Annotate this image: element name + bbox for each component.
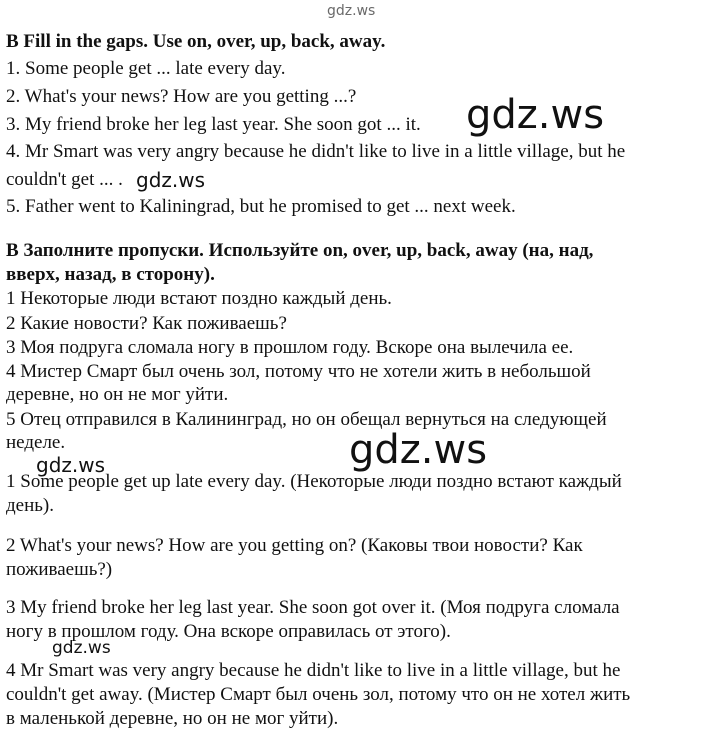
task-item-5: 5. Father went to Kaliningrad, but he promised to get ... next week. [6,196,516,217]
ru-item-1: 1 Некоторые люди встают поздно каждый день. [6,288,392,309]
watermark-large-2: gdz.ws [349,427,488,473]
ru-item-4: 4 Мистер Смарт был очень зол, потому что не хотели жить в небольшой [6,361,591,382]
task-item-4: 4. Mr Smart was very angry because he didn't like to live in a little village, but he [6,141,626,162]
task-item-3: 3. My friend broke her leg last year. She soon got ... it. [6,114,421,135]
watermark-medium-2: gdz.ws [36,453,106,477]
answer-1-line-2: день). [6,495,55,516]
task-item-1: 1. Some people get ... late every day. [6,58,286,79]
ru-item-3: 3 Моя подруга сломала ногу в прошлом году. Вскоре она вылечила ее. [6,337,574,358]
task-item-4-cont: couldn't get ... . [6,169,123,190]
task-heading-ru-2: вверх, назад, в сторону). [6,264,215,285]
answer-2-line-1: 2 What's your news? How are you getting on? (Каковы твои новости? Как [6,535,583,556]
answer-2-line-2: поживаешь?) [6,559,113,580]
answer-4-line-2: couldn't get away. (Мистер Смарт был очень зол, потому что он не хотел жить [6,684,631,705]
task-item-2: 2. What's your news? How are you getting ...? [6,86,357,107]
answer-3-line-2: ногу в прошлом году. Она вскоре оправилась от этого). [6,621,451,642]
answer-1-line-1: 1 Some people get up late every day. (Некоторые люди поздно встают каждый [6,471,622,492]
answer-4-line-1: 4 Mr Smart was very angry because he didn't like to live in a little village, but he [6,660,621,681]
watermark-top: gdz.ws [327,3,376,19]
ru-item-2: 2 Какие новости? Как поживаешь? [6,313,287,334]
task-heading-en: B Fill in the gaps. Use on, over, up, back, away. [6,31,386,52]
watermark-large-1: gdz.ws [466,92,605,138]
watermark-small-1: gdz.ws [52,638,111,658]
answer-4-line-3: в маленькой деревне, но он не мог уйти). [6,708,339,729]
ru-item-5: 5 Отец отправился в Калининград, но он обещал вернуться на следующей [6,409,607,430]
ru-item-5-cont: неделе. [6,432,66,453]
task-heading-ru-1: B Заполните пропуски. Используйте on, over, up, back, away (на, над, [6,240,594,261]
ru-item-4-cont: деревне, но он не мог уйти. [6,384,229,405]
answer-3-line-1: 3 My friend broke her leg last year. She soon got over it. (Моя подруга сломала [6,597,620,618]
watermark-medium-1: gdz.ws [136,168,206,192]
